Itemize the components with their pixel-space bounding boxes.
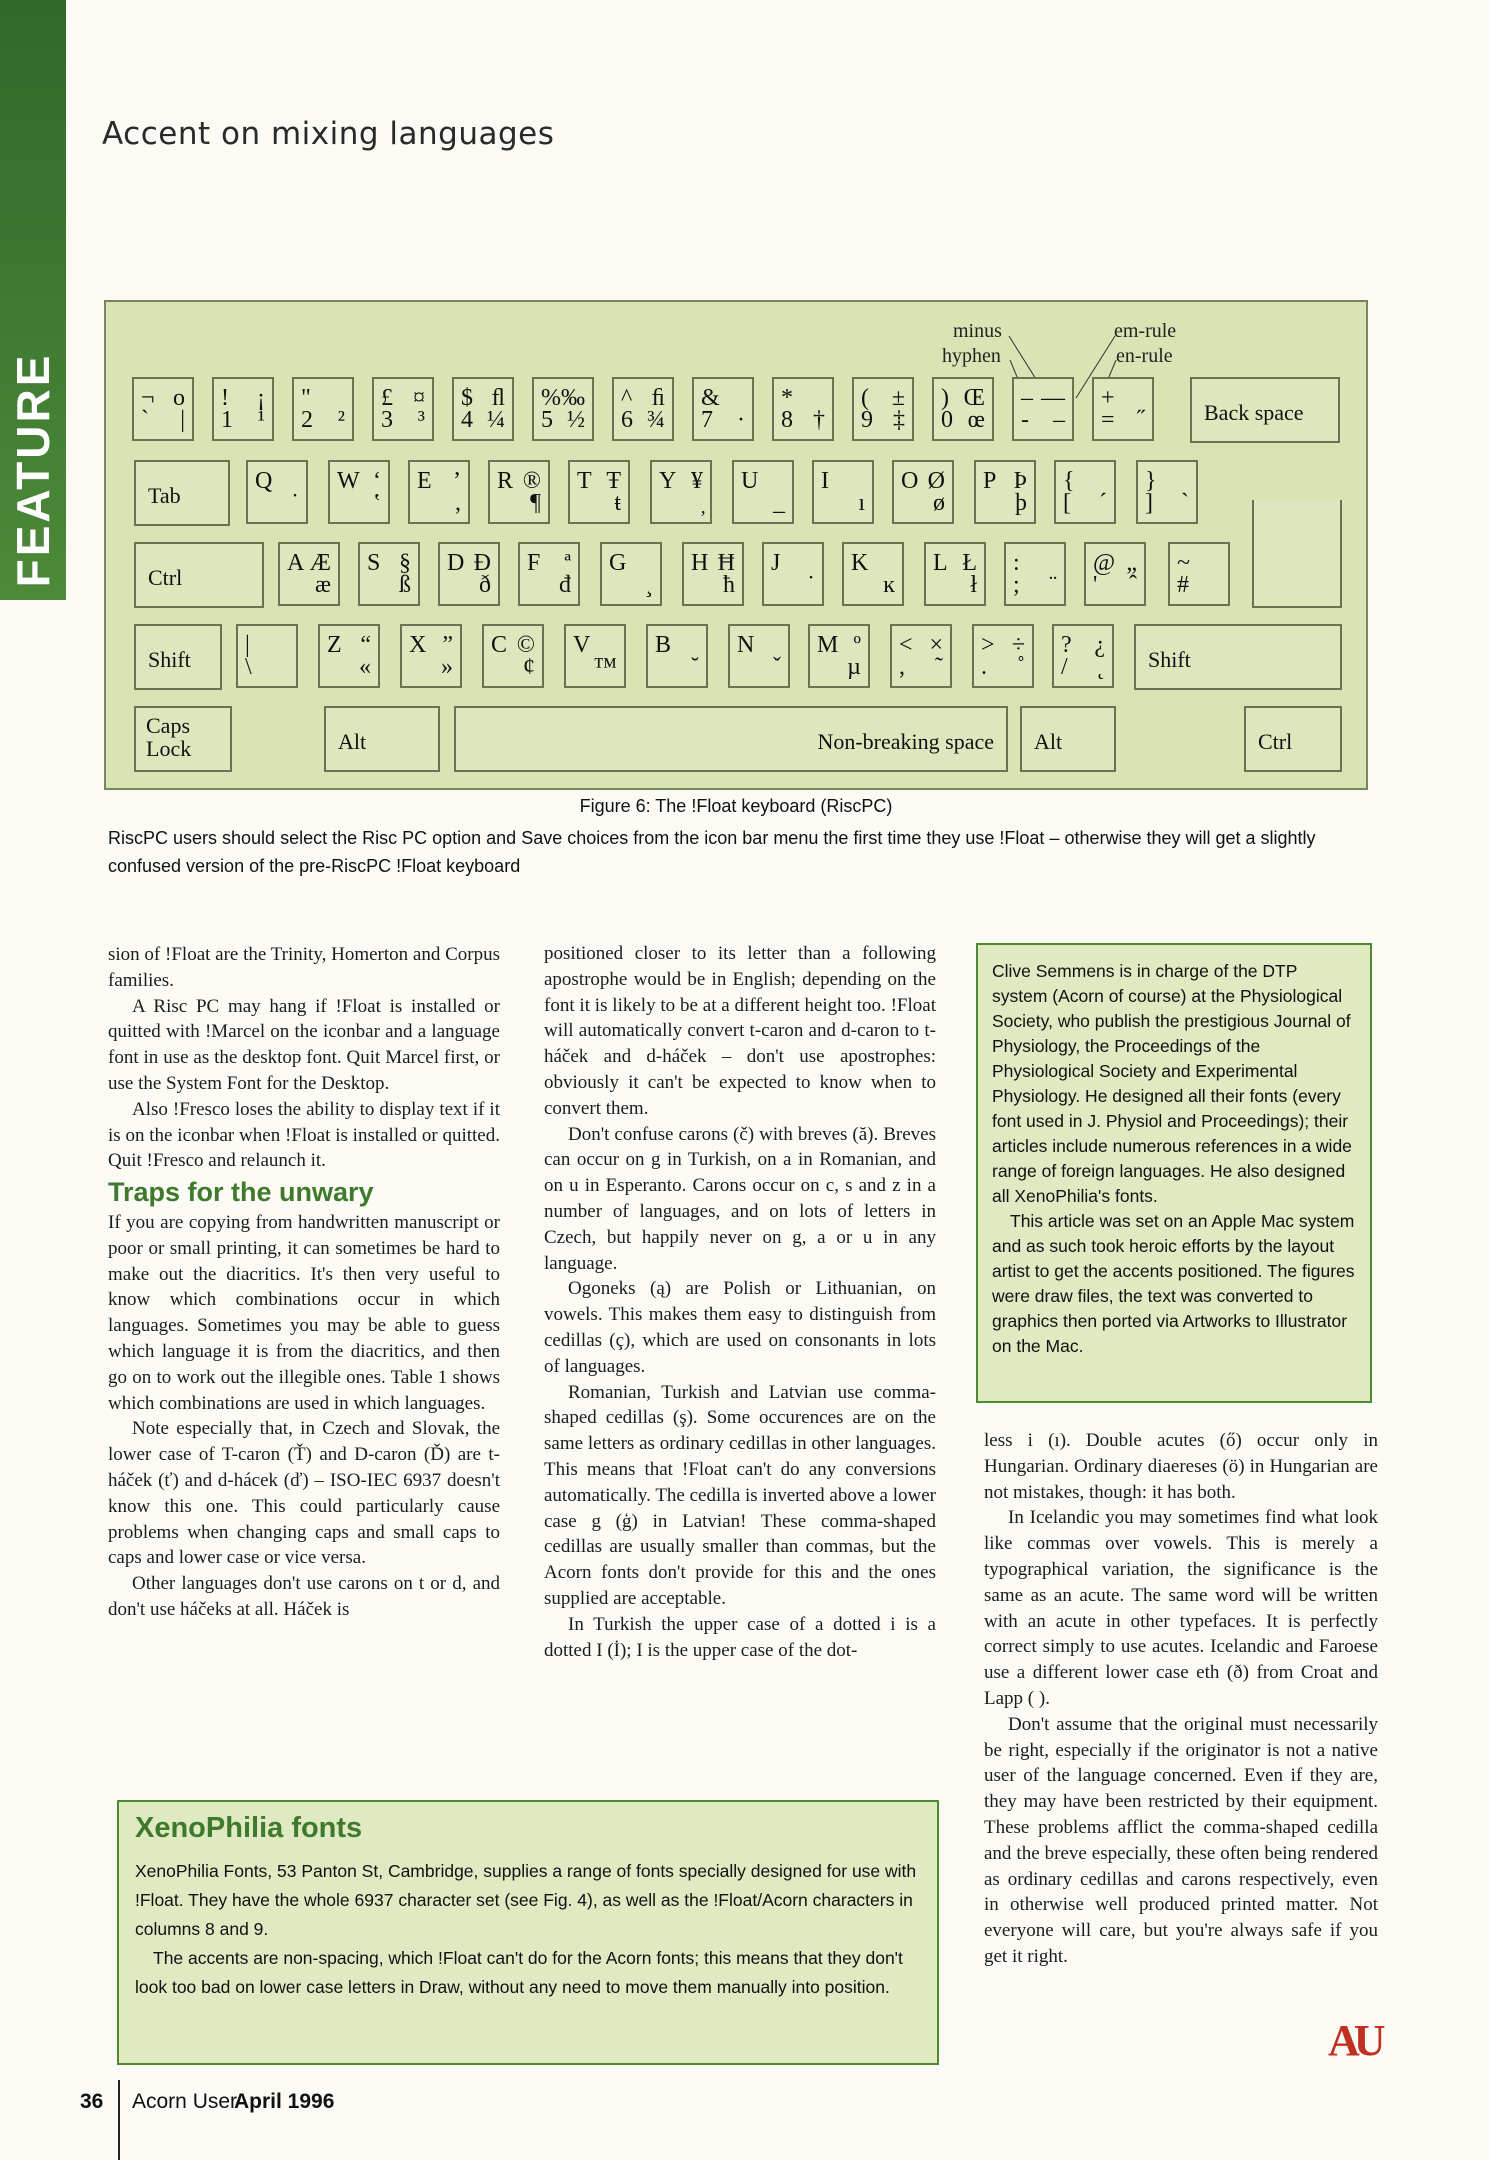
key-k — [842, 542, 904, 606]
key-w — [328, 460, 390, 524]
paragraph: less i (ı). Double acutes (ő) occur only in Hungarian. Ordinary diaereses (ö) in Hungarian are not mistakes, though: it has both. — [984, 1430, 1378, 1503]
paragraph: Also !Fresco loses the ability to display text if it is on the iconbar when !Float is installed or quitted. Quit !Fresco and relaunch it. — [108, 1098, 500, 1172]
key-char: ¤ — [413, 385, 425, 411]
key-char: J — [771, 550, 781, 576]
key-char: æ — [314, 572, 331, 598]
key-minus — [1012, 377, 1074, 441]
key-char: ¼ — [487, 407, 505, 433]
key-char: Ø — [927, 468, 945, 494]
key-label: Ctrl — [1258, 729, 1293, 754]
key-char: ˙ — [807, 572, 815, 598]
key-p — [974, 460, 1036, 524]
key-char: & — [701, 385, 720, 411]
issue-date: April 1996 — [234, 2090, 335, 2113]
key-char: ` — [141, 407, 149, 433]
key-e — [408, 460, 470, 524]
key-char: ð — [479, 572, 491, 598]
key-char: ‘ — [373, 468, 381, 494]
key-char: Q — [255, 468, 273, 494]
key-char: > — [981, 632, 995, 658]
column-2 — [544, 941, 936, 1663]
author-bio-box — [976, 943, 1372, 1403]
key-char: – — [1021, 385, 1033, 411]
key-char: ² — [337, 407, 345, 433]
key-char: [ — [1063, 490, 1071, 516]
key-char: C — [491, 632, 508, 658]
key-char: ´ — [1099, 490, 1107, 516]
key-char: - — [1021, 407, 1029, 433]
key-char: \ — [245, 654, 252, 680]
annotation-minus: minus — [953, 320, 1002, 342]
key-char: ¹ — [257, 407, 265, 433]
key-3 — [372, 377, 434, 441]
paragraph: sion of !Float are the Trinity, Homerton and Corpus families. — [108, 944, 500, 991]
key-char: X — [409, 632, 427, 658]
key-label: Back space — [1204, 400, 1304, 425]
key-rbrace — [1136, 460, 1198, 524]
keyboard-figure — [104, 300, 1368, 790]
key-caps — [134, 706, 232, 772]
key-char: ’ — [453, 468, 461, 494]
key-char: } — [1145, 468, 1157, 494]
key-char: , — [899, 654, 905, 680]
column-3 — [984, 1428, 1378, 1970]
key-at — [1084, 542, 1146, 606]
key-pipe — [236, 624, 298, 688]
key-char: ı — [858, 490, 865, 516]
key-char: L — [933, 550, 948, 576]
key-shift-right — [1134, 624, 1342, 690]
key-char: 1 — [221, 407, 233, 433]
key-char: ` — [1181, 490, 1189, 516]
key-label: Alt — [1034, 729, 1063, 754]
key-char: ˛ — [1097, 654, 1105, 680]
key-char: þ — [1015, 490, 1027, 516]
page-number: 36 — [80, 2090, 104, 2113]
key-char: « — [359, 654, 371, 680]
column-1 — [108, 942, 500, 1623]
key-7 — [692, 377, 754, 441]
key-char: „ — [1126, 550, 1137, 576]
paragraph: If you are copying from handwritten manuscript or poor or small printing, it can sometimes be hard to make out the diacritics. It's then very useful to know which combinations occur in which languages. Sometimes you may be able to guess which language it is from the diacritics, and then go on to work out the illegible ones. Table 1 shows which combinations are used in which languages. — [108, 1211, 500, 1414]
key-colon — [1004, 542, 1066, 606]
key-char: Þ — [1013, 468, 1027, 494]
key-char: 9 — [861, 407, 873, 433]
key-char: K — [851, 550, 869, 576]
section-tab — [0, 0, 66, 600]
key-char: H — [691, 550, 709, 576]
key-char: ( — [861, 385, 869, 411]
key-char: ł — [970, 572, 977, 598]
key-t — [568, 460, 630, 524]
paragraph: In Turkish the upper case of a dotted i is a dotted I (İ); I is the upper case of the dot- — [544, 1613, 936, 1661]
paragraph: Romanian, Turkish and Latvian use comma-shaped cedillas (ş). Some occurences are on the same letters as ordinary cedillas in other languages. This means that !Float can't do any conversions automatically. The cedilla is inverted above a lower case g (ģ) in Latvian! These comma-shaped cedillas are usually smaller than commas, but the Acorn fonts don't provide for this and the ones supplied are acceptable. — [544, 1381, 936, 1609]
key-char: ; — [1013, 572, 1020, 598]
key-char: ˆ — [1129, 572, 1137, 598]
paragraph: Ogoneks (ą) are Polish or Lithuanian, on vowels. This makes them easy to distinguish from cedillas (ç), which are used on consonants in lots of languages. — [544, 1278, 936, 1377]
key-char: P — [983, 468, 997, 494]
key-char: ³ — [417, 407, 425, 433]
key-char: œ — [967, 407, 985, 433]
annotation-em-rule: em-rule — [1114, 320, 1177, 342]
key-char: 6 — [621, 407, 633, 433]
key-char: ' — [1093, 572, 1098, 598]
key-char: £ — [381, 385, 393, 411]
key-char: + — [1101, 385, 1115, 411]
key-char: – — [1053, 407, 1065, 433]
key-char: R — [497, 468, 514, 494]
key-char: I — [821, 468, 829, 494]
key-char: § — [399, 550, 411, 576]
key-char: ˇ — [773, 654, 781, 680]
key-char: B — [655, 632, 672, 658]
key-ctrl-right — [1244, 706, 1342, 772]
key-char: ! — [221, 385, 229, 411]
figure-caption: Figure 6: The !Float keyboard (RiscPC) — [579, 796, 893, 816]
key-char: ¾ — [647, 407, 665, 433]
key-char: { — [1063, 468, 1075, 494]
key-char: Ł — [962, 550, 977, 576]
key-char: Y — [659, 468, 677, 494]
key-label: Caps Lock — [146, 713, 192, 762]
key-char: đ — [559, 572, 571, 598]
footer-rule — [118, 2080, 120, 2160]
key-char: o — [173, 385, 185, 411]
paragraph: Other languages don't use carons on t or d, and don't use háčeks at all. Háček is — [108, 1573, 500, 1620]
key-alt-left — [324, 706, 440, 772]
key-question — [1052, 624, 1114, 688]
box-heading: XenoPhilia fonts — [135, 1812, 363, 1844]
key-char: A — [287, 550, 305, 576]
key-space — [454, 706, 1008, 772]
key-char: . — [981, 654, 987, 680]
key-char: D — [447, 550, 465, 576]
key-char: Ħ — [717, 550, 735, 576]
key-char: * — [781, 385, 793, 411]
xenophilia-box — [117, 1800, 939, 2065]
key-char: ¨ — [1049, 572, 1057, 598]
bio-paragraph: This article was set on an Apple Mac system and as such took heroic efforts by the layout artist to get the accents positioned. The figures were draw files, the text was converted to graphics then ported via Artworks to Illustrator on the Mac. — [992, 1211, 1355, 1356]
key-char: ˚ — [1017, 654, 1025, 680]
key-a — [278, 542, 340, 606]
key-lbrace — [1054, 460, 1116, 524]
key-char: ® — [522, 468, 541, 494]
key-backspace — [1190, 377, 1340, 443]
key-lt — [890, 624, 952, 688]
key-char: — — [1041, 385, 1065, 411]
key-char: ] — [1145, 490, 1153, 516]
key-char: † — [813, 407, 825, 433]
key-n — [728, 624, 790, 688]
key-char: ‡ — [893, 407, 905, 433]
key-9 — [852, 377, 914, 441]
paragraph: positioned closer to its letter than a following apostrophe would be in English; depending on the font it is likely to be at a different height too. !Float will automatically convert t-caron and d-caron to t-háček and d-háček – don't use apostrophes: obviously it can't be expected to know when to convert them. — [544, 943, 936, 1119]
key-4 — [452, 377, 514, 441]
key-tilde — [1168, 542, 1230, 606]
section-heading: Traps for the unwary — [108, 1177, 374, 1208]
paragraph: In Icelandic you may sometimes find what look like commas over vowels. This is merely a typographical variation, the significance is the same as an acute. The same word will be written with an acute in other typefaces. It is perfectly correct simply to use acutes. Icelandic and Faroese use a different lower case eth (ð) from Croat and Lapp ( ). — [984, 1507, 1378, 1709]
key-char: ‛ — [373, 490, 381, 516]
key-char: 0 — [941, 407, 953, 433]
key-char: O — [901, 468, 919, 494]
key-char: U — [741, 468, 759, 494]
acorn-user-logo: AU — [1328, 2016, 1380, 2065]
key-m — [808, 624, 870, 688]
key-char: µ — [847, 654, 861, 680]
key-2 — [292, 377, 354, 441]
key-b — [646, 624, 708, 688]
key-char: Œ — [963, 385, 985, 411]
key-char: ĸ — [883, 572, 895, 598]
key-char: ˝ — [1137, 407, 1145, 433]
paragraph: Note especially that, in Czech and Slovak, the lower case of T-caron (Ť) and D-caron (Ď) are t-háček (ť) and d-hácek (ď) – ISO-IEC 6937 doesn't know this one. This could particularly cause problems when changing caps and small caps to caps and lower case or vice versa. — [108, 1418, 500, 1569]
key-char: # — [1177, 572, 1189, 598]
key-gt — [972, 624, 1034, 688]
key-char: M — [817, 632, 839, 658]
key-char: ﬁ — [651, 385, 665, 411]
key-char: ¶ — [530, 490, 541, 516]
annotation-en-rule: en-rule — [1116, 345, 1173, 367]
annotation-hyphen: hyphen — [942, 345, 1001, 367]
key-char: 8 — [781, 407, 793, 433]
key-j — [762, 542, 824, 606]
key-char: = — [1101, 407, 1115, 433]
key-char: N — [737, 632, 755, 658]
key-i — [812, 460, 874, 524]
key-char: ¬ — [141, 385, 155, 411]
key-label: Ctrl — [148, 565, 183, 590]
key-char: ¸ — [645, 572, 653, 598]
key-char: © — [516, 632, 535, 658]
key-char: ± — [891, 385, 905, 411]
key-c — [482, 624, 544, 688]
key-alt-right — [1020, 706, 1116, 772]
key-g — [600, 542, 662, 606]
key-char: ? — [1061, 632, 1072, 658]
key-char: T — [577, 468, 592, 494]
key-char: % — [541, 385, 561, 411]
key-char: ˜ — [935, 654, 943, 680]
key-char: ¥ — [691, 468, 703, 494]
paragraph: Don't assume that the original must necessarily be right, especially if the originator is not a native user of the language concerned. Even if they are, they may have been restricted by their equipment. These problems afflict the comma-shaped cedilla and the breve especially, these often being rendered as ordinary cedillas and carons respectively, even in otherwise well produced printed matter. Not everyone will care, but you're always safe if you get it right. — [984, 1713, 1378, 1967]
key-q — [246, 460, 308, 524]
key-char: 5 — [541, 407, 553, 433]
key-not — [132, 377, 194, 441]
key-char: | — [180, 407, 185, 433]
key-char: ﬂ — [491, 385, 505, 411]
key-5 — [532, 377, 594, 441]
key-char: S — [367, 550, 381, 576]
key-ctrl-left — [134, 542, 264, 608]
key-z — [318, 624, 380, 688]
key-char: ª — [564, 550, 571, 576]
key-char: ø — [933, 490, 945, 516]
key-d — [438, 542, 500, 606]
key-char: / — [1061, 654, 1068, 680]
key-char: ÷ — [1011, 632, 1025, 658]
key-label: Shift — [1148, 647, 1191, 672]
key-equals — [1092, 377, 1154, 441]
figure-note: RiscPC users should select the Risc PC option and Save choices from the icon bar menu the first time they use !Float – otherwise they will get a slightly confused version of the pre-RiscPC !Float keyboard — [108, 828, 1316, 876]
key-char: _ — [773, 490, 785, 516]
key-char: Z — [327, 632, 342, 658]
key-char: E — [417, 468, 432, 494]
key-char: ħ — [723, 572, 735, 598]
key-char: ¿ — [1094, 632, 1105, 658]
key-char: : — [1013, 550, 1020, 576]
key-char: Đ — [473, 550, 491, 576]
key-char: 3 — [381, 407, 393, 433]
key-l — [924, 542, 986, 606]
key-char: " — [301, 385, 311, 411]
key-char: G — [609, 550, 627, 576]
key-return-extension — [1252, 500, 1342, 608]
key-shift-left — [134, 624, 222, 690]
key-char: ) — [941, 385, 949, 411]
key-char: ˘ — [691, 654, 699, 680]
key-s — [358, 542, 420, 606]
key-r — [488, 460, 550, 524]
key-x — [400, 624, 462, 688]
key-char: @ — [1093, 550, 1116, 576]
key-char: ŧ — [614, 490, 621, 516]
key-char: W — [337, 468, 360, 494]
page-title: Accent on mixing languages — [102, 116, 555, 152]
key-char: Æ — [309, 550, 331, 576]
key-char: º — [853, 632, 861, 658]
key-char: ¢ — [523, 654, 535, 680]
key-char: · — [737, 407, 745, 433]
key-0 — [932, 377, 994, 441]
key-char: | — [245, 632, 250, 658]
key-label: Shift — [148, 647, 191, 672]
key-char: ½ — [567, 407, 585, 433]
key-8 — [772, 377, 834, 441]
key-char: ¡ — [257, 385, 265, 411]
key-char: ™ — [593, 654, 617, 680]
key-tab — [134, 460, 230, 526]
key-char: V — [573, 632, 591, 658]
key-v — [564, 624, 626, 688]
key-char: 7 — [701, 407, 713, 433]
bio-paragraph: Clive Semmens is in charge of the DTP system (Acorn of course) at the Physiological Society, who publish the prestigious Journal of Physiology, the Proceedings of the Physiological Society and Experimental Physiology. He designed all their fonts (every font used in J. Physiol and Proceedings); their articles include numerous references in a wide range of foreign languages. He also designed all XenoPhilia's fonts. — [992, 961, 1352, 1206]
key-char: “ — [360, 632, 371, 658]
key-char: ~ — [1177, 550, 1190, 576]
box-paragraph: XenoPhilia Fonts, 53 Panton St, Cambridge, supplies a range of fonts specially designed for use with !Float. They have the whole 6937 character set (see Fig. 4), as well as the !Float/Acorn characters in columns 8 and 9. — [135, 1861, 917, 1939]
key-char: , — [455, 490, 461, 516]
key-char: ˙ — [291, 490, 299, 516]
section-label: FEATURE — [7, 352, 59, 588]
key-char: ^ — [621, 385, 633, 411]
paragraph: A Risc PC may hang if !Float is installed or quitted with !Marcel on the iconbar and a language font in use as the desktop font. Quit Marcel first, or use the System Font for the Desktop. — [108, 995, 500, 1094]
key-label: Non-breaking space — [817, 729, 994, 754]
paragraph: Don't confuse carons (č) with breves (ă). Breves can occur on g in Turkish, on a in Romanian, and on u in Esperanto. Carons occur on c, s and z in a number of languages, and on lots of letters in Czech, but happily never on g, a or u in any language. — [544, 1123, 936, 1274]
key-u — [732, 460, 794, 524]
key-label: Alt — [338, 729, 367, 754]
key-char: ß — [399, 572, 411, 598]
key-o — [892, 460, 954, 524]
key-char: 4 — [461, 407, 473, 433]
box-paragraph: The accents are non-spacing, which !Float can't do for the Acorn fonts; this means that they don't look too bad on lower case letters in Draw, without any need to move them manually into position. — [135, 1948, 903, 1997]
key-char: < — [899, 632, 913, 658]
key-char: F — [527, 550, 541, 576]
key-f — [518, 542, 580, 606]
key-6 — [612, 377, 674, 441]
key-char: $ — [461, 385, 473, 411]
key-char: ” — [442, 632, 453, 658]
key-char: » — [441, 654, 453, 680]
key-char: ‰ — [561, 385, 585, 411]
key-y — [650, 460, 712, 524]
key-h — [682, 542, 744, 606]
key-label: Tab — [148, 483, 181, 508]
magazine-name: Acorn User — [132, 2090, 238, 2113]
key-1 — [212, 377, 274, 441]
key-char: Ŧ — [606, 468, 621, 494]
key-char: 2 — [301, 407, 313, 433]
key-char: × — [929, 632, 943, 658]
